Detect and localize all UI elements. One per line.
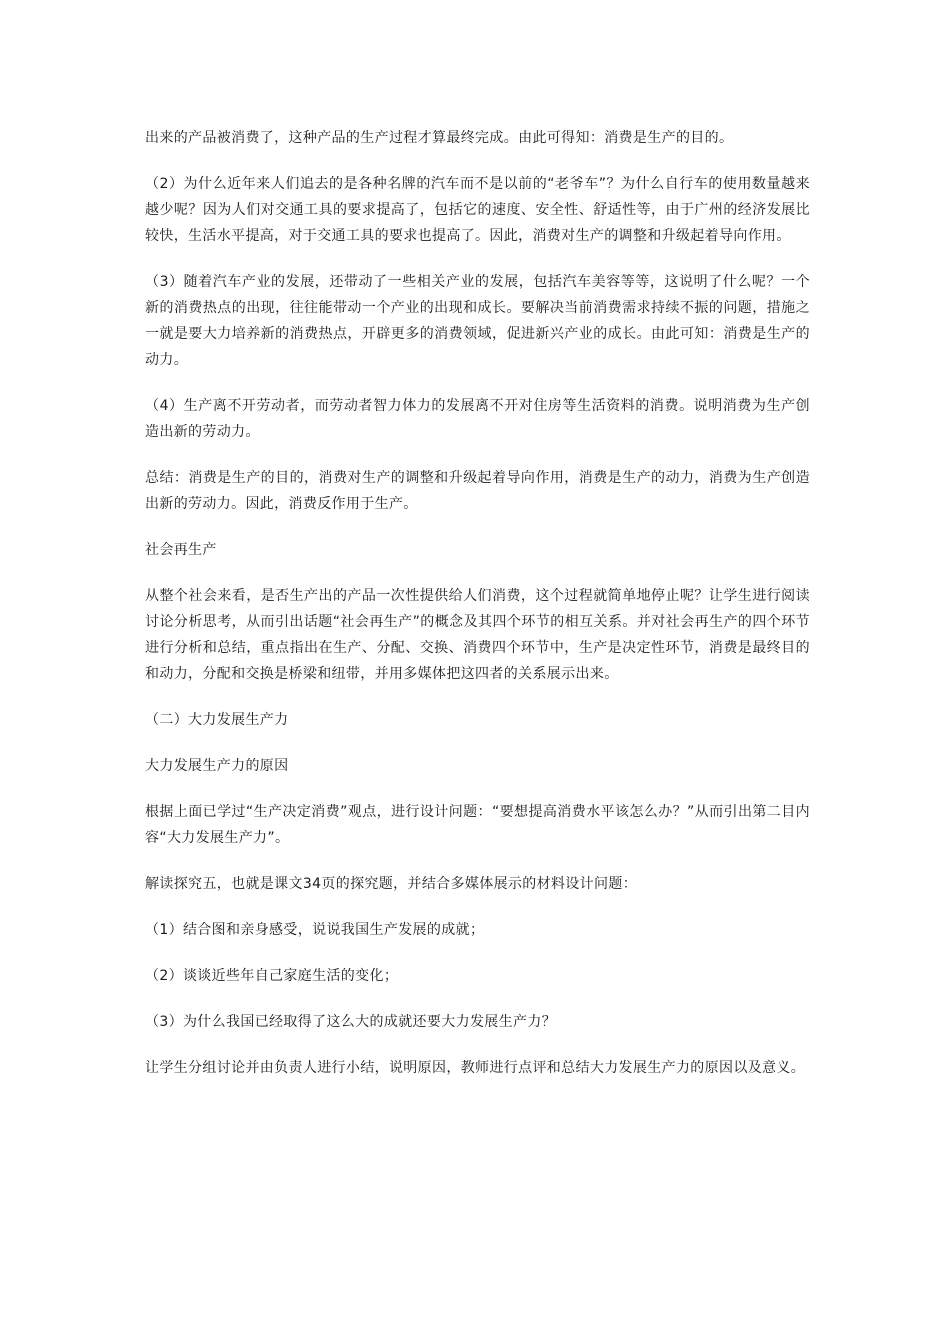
paragraph-consumption-purpose: 出来的产品被消费了，这种产品的生产过程才算最终完成。由此可得知：消费是生产的目的。: [145, 130, 734, 146]
question-item-2: （2）谈谈近些年自己家庭生活的变化；: [145, 968, 399, 984]
question-item-1: （1）结合图和亲身感受，说说我国生产发展的成就；: [145, 922, 485, 938]
section-heading-social-reproduction: 社会再生产: [145, 542, 217, 558]
document-body: [145, 125, 810, 1101]
section-heading-develop-productivity: （二）大力发展生产力: [145, 712, 289, 728]
question-item-3: （3）为什么我国已经取得了这么大的成就还要大力发展生产力？: [145, 1014, 557, 1030]
paragraph-social-reproduction: 从整个社会来看，是否生产出的产品一次性提供给人们消费，这个过程就简单地停止呢？让学生进行阅读讨论分析思考，从而引出话题“社会再生产”的概念及其四个环节的相互关系。并对社会再生产的四个环节进行分析和总结，重点指出在生产、分配、交换、消费四个环节中，生产是决定性环节，消费是最终目的和动力，分配和交换是桥梁和纽带，并用多媒体把这四者的关系展示出来。: [145, 588, 810, 682]
paragraph-point-2: （2）为什么近年来人们追去的是各种名牌的汽车而不是以前的“老爷车”？为什么自行车的使用数量越来越少呢？因为人们对交通工具的要求提高了，包括它的速度、安全性、舒适性等，由于广州的经济发展比较快，生活水平提高，对于交通工具的要求也提高了。因此，消费对生产的调整和升级起着导向作用。: [145, 176, 810, 244]
paragraph-summary: 总结：消费是生产的目的，消费对生产的调整和升级起着导向作用，消费是生产的动力，消费为生产创造出新的劳动力。因此，消费反作用于生产。: [145, 470, 810, 512]
paragraph-point-4: （4）生产离不开劳动者，而劳动者智力体力的发展离不开对住房等生活资料的消费。说明消费为生产创造出新的劳动力。: [145, 398, 810, 440]
paragraph-design-question: 根据上面已学过“生产决定消费”观点，进行设计问题：“要想提高消费水平该怎么办？”从而引出第二目内容“大力发展生产力”。: [145, 804, 810, 846]
paragraph-group-discussion: 让学生分组讨论并由负责人进行小结，说明原因，教师进行点评和总结大力发展生产力的原因以及意义。: [145, 1060, 806, 1076]
paragraph-exploration-five: 解读探究五，也就是课文34页的探究题，并结合多媒体展示的材料设计问题：: [145, 876, 638, 892]
subheading-productivity-reasons: 大力发展生产力的原因: [145, 758, 289, 774]
paragraph-point-3: （3）随着汽车产业的发展，还带动了一些相关产业的发展，包括汽车美容等等，这说明了什么呢？一个新的消费热点的出现，往往能带动一个产业的出现和成长。要解决当前消费需求持续不振的问题，措施之一就是要大力培养新的消费热点，开辟更多的消费领域，促进新兴产业的成长。由此可知：消费是生产的动力。: [145, 274, 810, 368]
